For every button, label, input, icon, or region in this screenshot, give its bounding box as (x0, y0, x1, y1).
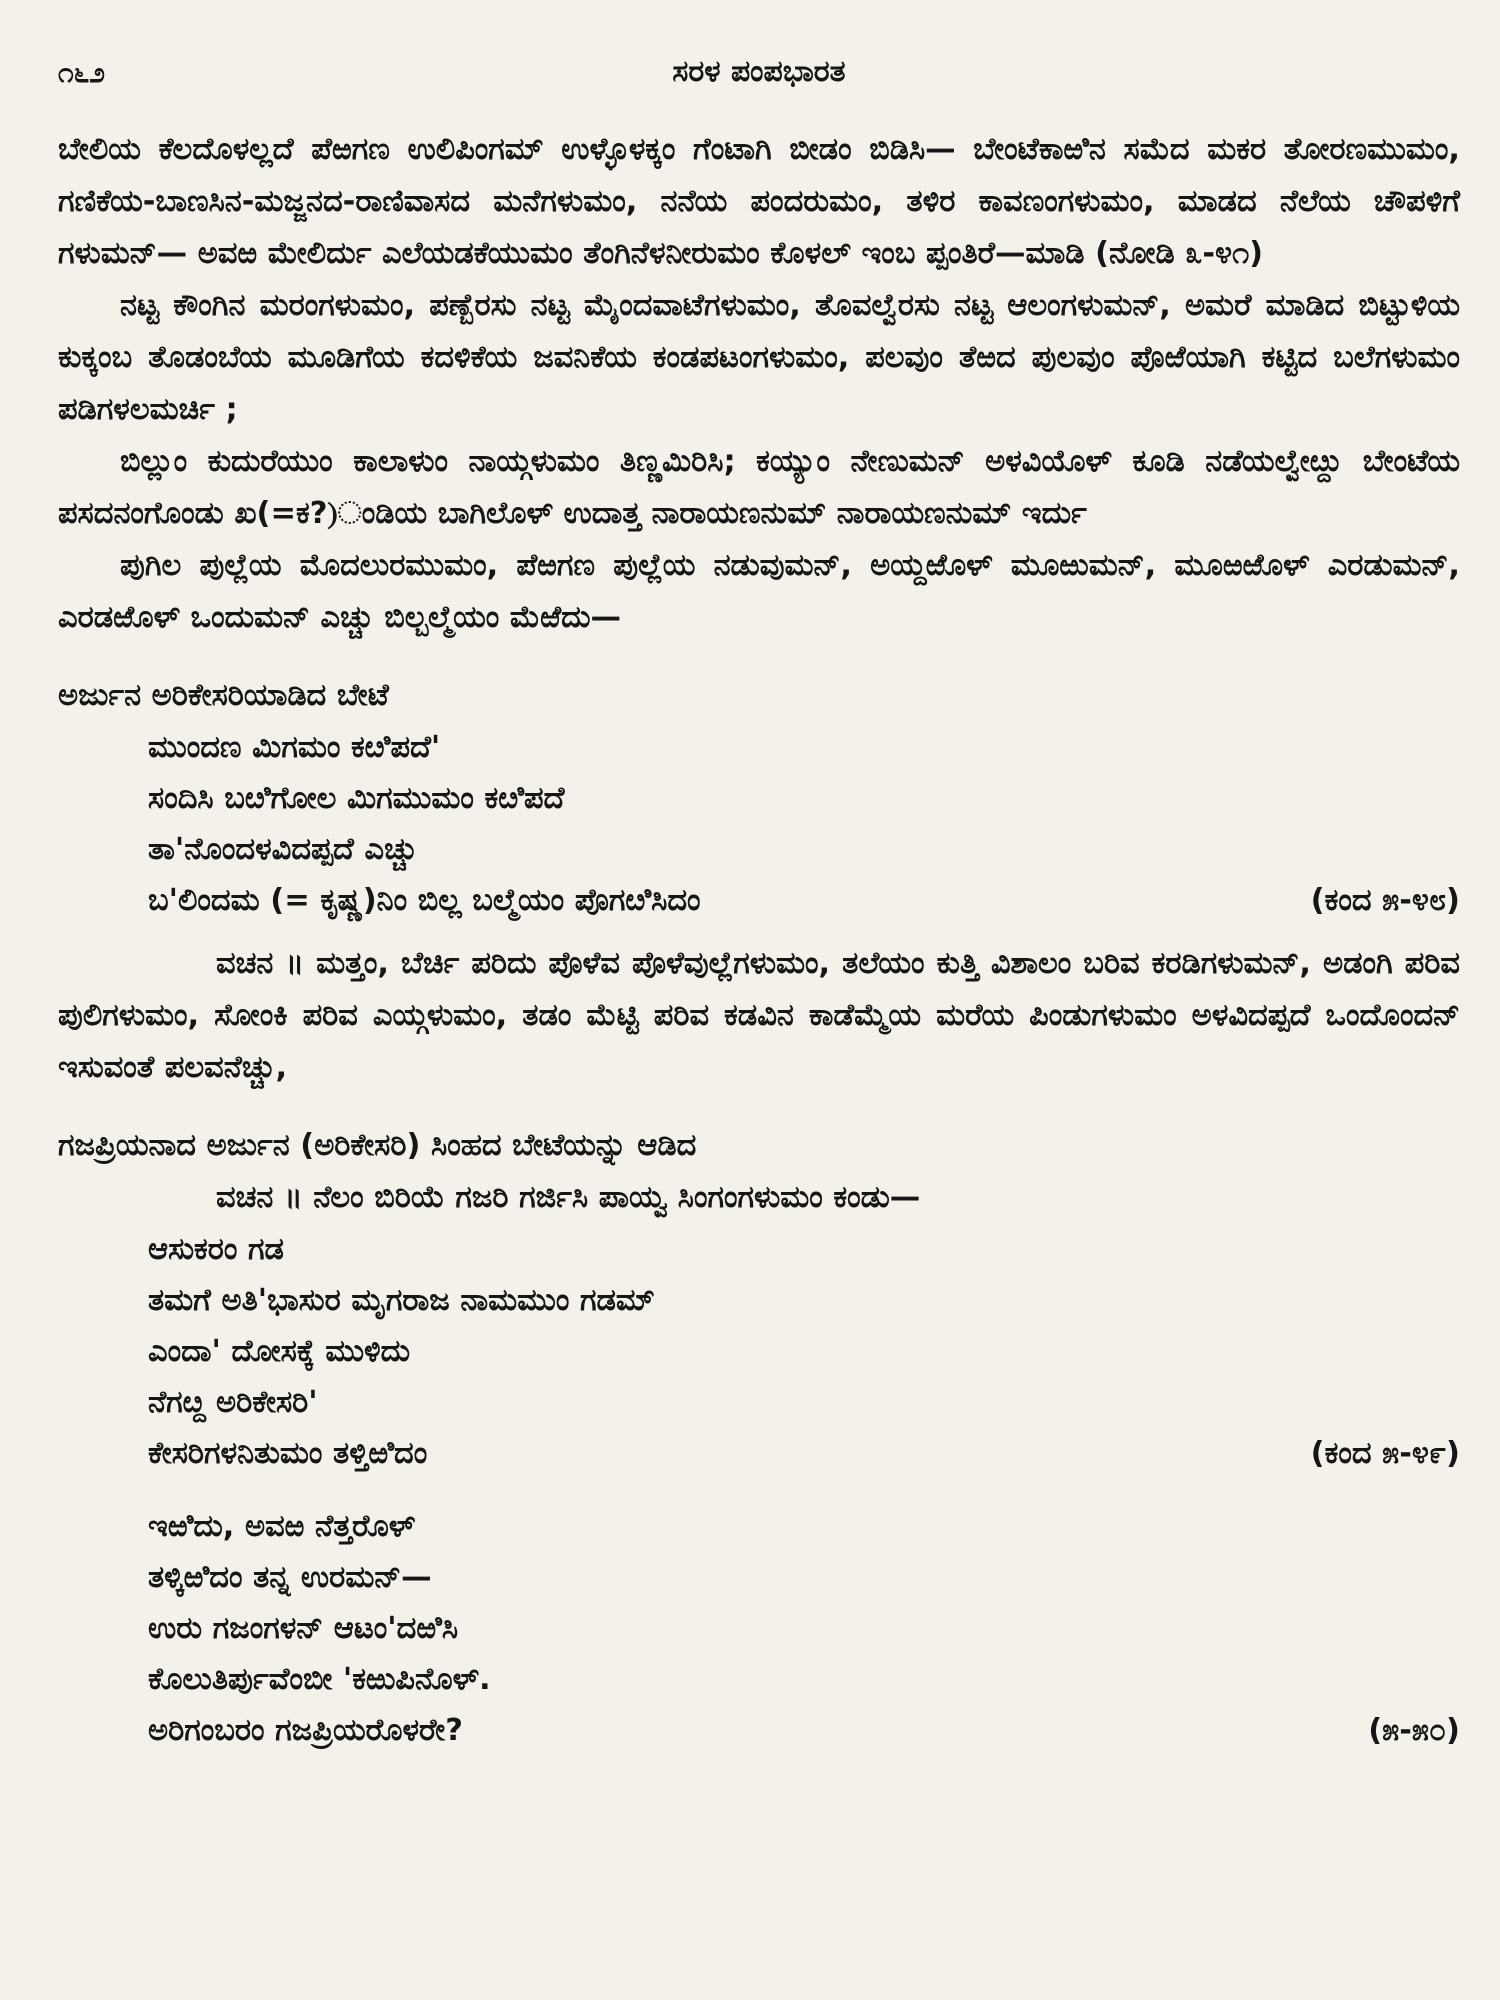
verse-line: ನೆಗೞ್ದ ಅರಿಕೇಸರಿ' (148, 1385, 318, 1420)
verse-line: ತಾ'ನೊಂದಳವಿದಪ್ಪದೆ ಎಚ್ಚು (148, 832, 418, 867)
page-number: ೧೬೨ (58, 56, 106, 89)
page-header (58, 52, 1460, 100)
verse-line: ತಮಗೆ ಅತಿ'ಭಾಸುರ ಮೃಗರಾಜ ನಾಮಮುಂ ಗಡಮ್ (148, 1283, 655, 1318)
verse-kanda-48 (148, 722, 1460, 926)
paragraph-vachana-hunt: ವಚನ ॥ ಮತ್ತಂ, ಬೆರ್ಚಿ ಪರಿದು ಪೊಳೆವ ಪೊಳೆವುಲ್ಲೆಗಳುಮಂ, ತಲೆಯಂ ಕುತ್ತಿ ವಿಶಾಲಂ ಬರಿವ ಕರಡಿಗಳುಮನ್, ಅಡಂಗಿ ಪರಿವ ಪುಲಿಗಳುಮಂ, ಸೋಂಕಿ ಪರಿವ ಎಯ್ಗಳುಮಂ, ತಡಂ ಮೆಟ್ಟಿ ಪರಿವ ಕಡವಿನ ಕಾಡೆಮ್ಮೆಯ ಮರೆಯ ಪಿಂಡುಗಳುಮಂ ಅಳವಿದಪ್ಪದೆ ಒಂದೊಂದನ್ ಇಸುವಂತೆ ಪಲವನೆಚ್ಚು, (58, 946, 1460, 1085)
running-title: ಸರಳ ಪಂಪಭಾರತ (672, 54, 846, 89)
verse-line: ಕೇಸರಿಗಳನಿತುಮಂ ತಳ್ತಿಱಿದಂ (ಕಂದ ೫-೪೯) (148, 1428, 1460, 1479)
paragraph-hunt-prep: ಬಿಲ್ಲುಂ ಕುದುರೆಯುಂ ಕಾಲಾಳುಂ ನಾಯ್ಗಳುಮಂ ತಿಣ್ಣಮಿರಿಸಿ; ಕಯ್ಯುಂ ನೇಣುಮನ್ ಅಳವಿಯೊಳ್ ಕೂಡಿ ನಡೆಯಲ್ವೇೞ್ದು ಬೇಂಟೆಯ ಪಸದನಂಗೊಂಡು ಖ(=ಕ?)ಂಡಿಯ ಬಾಗಿಲೊಳ್ ಉದಾತ್ತ ನಾರಾಯಣನುಮ್ ನಾರಾಯಣನುಮ್ ಇರ್ದು (58, 444, 1460, 531)
verse-line: ಇಱಿದು, ಅವಱ ನೆತ್ತರೊಳ್ (148, 1509, 416, 1544)
section-heading-arjuna-hunt: ಅರ್ಜುನ ಅರಿಕೇಸರಿಯಾಡಿದ ಬೇಟೆ (58, 678, 389, 713)
paragraph-vachana-lions: ವಚನ ॥ ನೆಲಂ ಬಿರಿಯೆ ಗಜರಿ ಗರ್ಜಿಸಿ ಪಾಯ್ವ ಸಿಂಗಂಗಳುಮಂ ಕಂಡು— (216, 1180, 921, 1215)
verse-line: ಉರು ಗಜಂಗಳನ್ ಆಟಂ'ದಱಿಸಿ (148, 1611, 459, 1646)
verse-line: ಅರಿಗಂಬರಂ ಗಜಪ್ರಿಯರೊಳರೇ? (೫-೫೦) (148, 1705, 1460, 1756)
verse-50 (148, 1501, 1460, 1756)
verse-kanda-49 (148, 1224, 1460, 1479)
verse-line: ಎಂದಾ' ದೋಸಕ್ಕೆ ಮುಳಿದು (148, 1334, 411, 1369)
paragraph-camp-setup: ಬೇಲಿಯ ಕೆಲದೊಳಲ್ಲದೆ ಪೆಱಗಣ ಉಲಿಪಿಂಗಮ್ ಉಳ್ಳೊಳಕ್ಕಂ ಗೆಂಟಾಗಿ ಬೀಡಂ ಬಿಡಿಸಿ— ಬೇಂಟೆಕಾಱಿನ ಸಮೆದ ಮಕರ ತೋರಣಮುಮಂ, ಗಣಿಕೆಯ-ಬಾಣಸಿನ-ಮಜ್ಜನದ-ರಾಣಿವಾಸದ ಮನೆಗಳುಮಂ, ನನೆಯ ಪಂದರುಮಂ, ತಳಿರ ಕಾವಣಂಗಳುಮಂ, ಮಾಡದ ನೆಲೆಯ ಚೌಪಳಿಗೆ ಗಳುಮನ್— ಅವಱ ಮೇಲಿರ್ದು ಎಲೆಯಡಕೆಯುಮಂ ತೆಂಗಿನೆಳನೀರುಮಂ ಕೊಳಲ್ ಇಂಬ ಪ್ಪಂತಿರೆ—ಮಾಡಿ (ನೋಡಿ ೩-೪೧) (58, 132, 1460, 271)
verse-line: ಸಂದಿಸಿ ಬೞಿಗೋಲ ಮಿಗಮುಮಂ ಕೞಿಪದೆ (148, 781, 565, 816)
section-heading-lion-hunt: ಗಜಪ್ರಿಯನಾದ ಅರ್ಜುನ (ಅರಿಕೇಸರಿ) ಸಿಂಹದ ಬೇಟೆಯನ್ನು ಆಡಿದ (58, 1128, 697, 1163)
verse-line: ಕೊಲುತಿರ್ಪುವೆಂಬೀ 'ಕಱುಪಿನೊಳ್. (148, 1662, 491, 1697)
verse-line: ಬ'ಲಿಂದಮ (= ಕೃಷ್ಣ)ನಿಂ ಬಿಲ್ಲ ಬಲ್ಮೆಯಂ ಪೊಗೞಿಸಿದಂ (ಕಂದ ೫-೪೮) (148, 875, 1460, 926)
verse-reference: (ಕಂದ ೫-೪೯) (1310, 1436, 1460, 1471)
verse-reference: (ಕಂದ ೫-೪೮) (1310, 883, 1460, 918)
verse-line: ಆಸುಕರಂ ಗಡ (148, 1232, 284, 1267)
verse-reference: (೫-೫೦) (1368, 1713, 1460, 1748)
paragraph-archery: ಪುಗಿಲ ಪುಲ್ಲೆಯ ಮೊದಲುರಮುಮಂ, ಪೆಱಗಣ ಪುಲ್ಲೆಯ ನಡುವುಮನ್, ಅಯ್ದಱೊಳ್ ಮೂಱುಮನ್, ಮೂಱಱೊಳ್ ಎರಡುಮನ್, ಎರಡಱೊಳ್ ಒಂದುಮನ್ ಎಚ್ಚು ಬಿಲ್ಬಲ್ಮೆಯಂ ಮೆಱೆದು— (58, 548, 1460, 635)
verse-line: ಮುಂದಣ ಮಿಗಮಂ ಕೞಿಪದೆ' (148, 730, 441, 765)
paragraph-trees-nets: ನಟ್ಟ ಕೌಂಗಿನ ಮರಂಗಳುಮಂ, ಪಣ್ಬೆರಸು ನಟ್ಟ ಮೈಂದವಾಟೆಗಳುಮಂ, ತೊವಲ್ವೆರಸು ನಟ್ಟ ಆಲಂಗಳುಮನ್, ಅಮರೆ ಮಾಡಿದ ಬಿಟ್ಟುಳಿಯ ಕುಕ್ಕಂಬ ತೊಡಂಬೆಯ ಮೂಡಿಗೆಯ ಕದಳಿಕೆಯ ಜವನಿಕೆಯ ಕಂಡಪಟಂಗಳುಮಂ, ಪಲವುಂ ತೆಱದ ಪುಲವುಂ ಪೊಱೆಯಾಗಿ ಕಟ್ಟಿದ ಬಲೆಗಳುಮಂ ಪಡಿಗಳಲಮರ್ಚಿ ; (58, 288, 1460, 427)
verse-line: ತಳ್ಕಿಱಿದಂ ತನ್ನ ಉರಮನ್— (148, 1560, 432, 1595)
